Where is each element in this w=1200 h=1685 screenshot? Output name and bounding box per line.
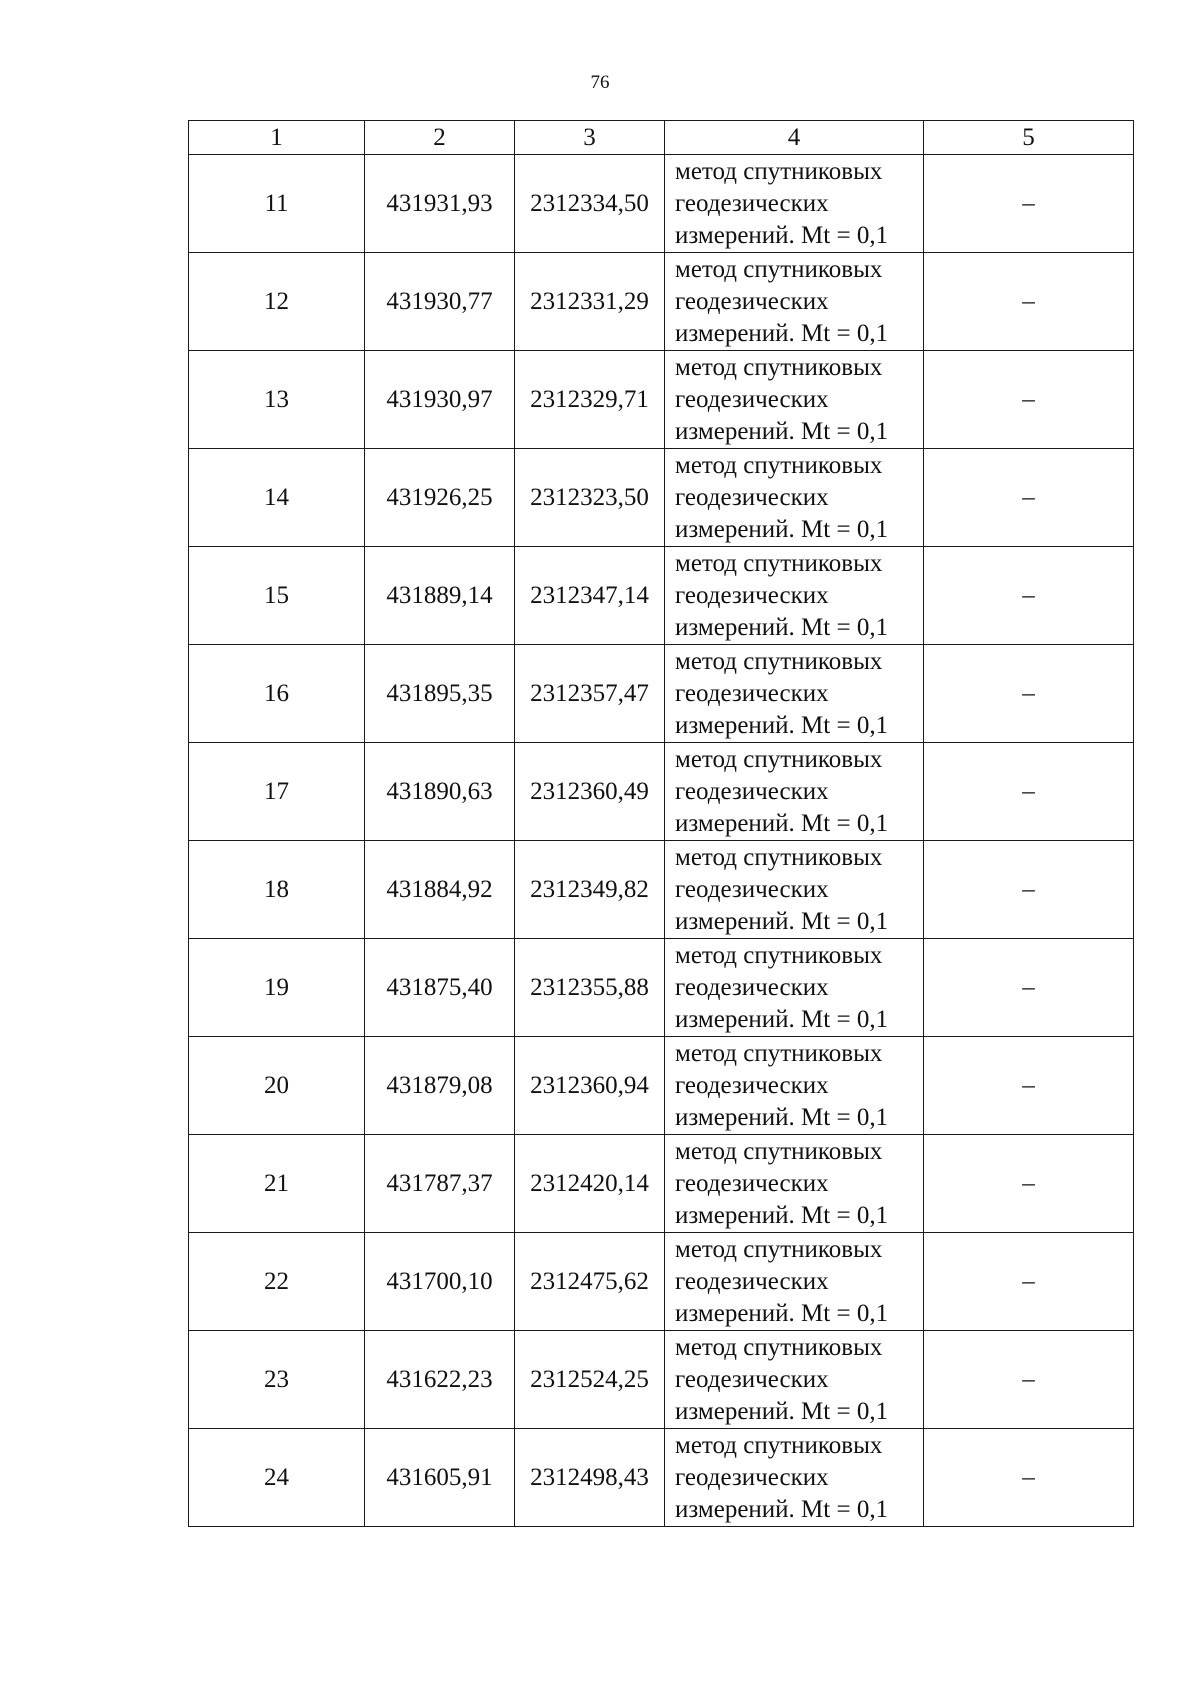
table-row	[189, 841, 1134, 939]
note-cell: –	[924, 1233, 1134, 1331]
method-line-1: метод спутниковых	[675, 1235, 883, 1263]
method-cell	[665, 1429, 924, 1527]
point-number-cell: 16	[189, 645, 365, 743]
header-col-2: 2	[365, 121, 515, 155]
note-cell: –	[924, 253, 1134, 351]
x-coordinate-cell: 431930,77	[365, 253, 515, 351]
method-line-2: геодезических	[675, 1169, 829, 1197]
y-coordinate-cell: 2312357,47	[515, 645, 665, 743]
x-coordinate-cell: 431700,10	[365, 1233, 515, 1331]
note-cell: –	[924, 743, 1134, 841]
method-cell	[665, 547, 924, 645]
x-coordinate-cell: 431930,97	[365, 351, 515, 449]
method-line-2: геодезических	[675, 875, 829, 903]
note-cell: –	[924, 1037, 1134, 1135]
x-coordinate-cell: 431787,37	[365, 1135, 515, 1233]
y-coordinate-cell: 2312323,50	[515, 449, 665, 547]
x-coordinate-cell: 431926,25	[365, 449, 515, 547]
method-line-2: геодезических	[675, 1365, 829, 1393]
note-cell: –	[924, 1135, 1134, 1233]
method-line-3: измерений. Mt = 0,1	[675, 515, 889, 543]
method-line-1: метод спутниковых	[675, 647, 883, 675]
y-coordinate-cell: 2312349,82	[515, 841, 665, 939]
y-coordinate-cell: 2312347,14	[515, 547, 665, 645]
point-number-cell: 22	[189, 1233, 365, 1331]
method-line-2: геодезических	[675, 483, 829, 511]
method-line-1: метод спутниковых	[675, 451, 883, 479]
note-cell: –	[924, 1429, 1134, 1527]
point-number-cell: 21	[189, 1135, 365, 1233]
method-line-1: метод спутниковых	[675, 745, 883, 773]
y-coordinate-cell: 2312498,43	[515, 1429, 665, 1527]
method-line-3: измерений. Mt = 0,1	[675, 1201, 889, 1229]
point-number-cell: 23	[189, 1331, 365, 1429]
table-row	[189, 1233, 1134, 1331]
point-number-cell: 24	[189, 1429, 365, 1527]
method-line-2: геодезических	[675, 1071, 829, 1099]
x-coordinate-cell: 431879,08	[365, 1037, 515, 1135]
method-line-3: измерений. Mt = 0,1	[675, 1299, 889, 1327]
point-number-cell: 18	[189, 841, 365, 939]
x-coordinate-cell: 431890,63	[365, 743, 515, 841]
y-coordinate-cell: 2312334,50	[515, 155, 665, 253]
coordinates-table	[188, 120, 1134, 1527]
point-number-cell: 12	[189, 253, 365, 351]
table-row	[189, 449, 1134, 547]
point-number-cell: 20	[189, 1037, 365, 1135]
point-number-cell: 19	[189, 939, 365, 1037]
method-line-3: измерений. Mt = 0,1	[675, 319, 889, 347]
method-line-2: геодезических	[675, 189, 829, 217]
y-coordinate-cell: 2312329,71	[515, 351, 665, 449]
header-row	[189, 121, 1134, 155]
method-cell	[665, 1037, 924, 1135]
note-cell: –	[924, 1331, 1134, 1429]
method-line-3: измерений. Mt = 0,1	[675, 417, 889, 445]
method-line-1: метод спутниковых	[675, 1431, 883, 1459]
x-coordinate-cell: 431622,23	[365, 1331, 515, 1429]
header-col-1: 1	[189, 121, 365, 155]
method-cell	[665, 351, 924, 449]
table-row	[189, 743, 1134, 841]
note-cell: –	[924, 155, 1134, 253]
x-coordinate-cell: 431884,92	[365, 841, 515, 939]
method-line-3: измерений. Mt = 0,1	[675, 711, 889, 739]
header-col-5: 5	[924, 121, 1134, 155]
table-body	[189, 155, 1134, 1527]
method-line-1: метод спутниковых	[675, 843, 883, 871]
method-cell	[665, 1135, 924, 1233]
point-number-cell: 17	[189, 743, 365, 841]
method-line-2: геодезических	[675, 973, 829, 1001]
method-line-3: измерений. Mt = 0,1	[675, 1495, 889, 1523]
table-row	[189, 645, 1134, 743]
x-coordinate-cell: 431875,40	[365, 939, 515, 1037]
note-cell: –	[924, 547, 1134, 645]
method-line-1: метод спутниковых	[675, 549, 883, 577]
method-line-3: измерений. Mt = 0,1	[675, 809, 889, 837]
method-line-1: метод спутниковых	[675, 941, 883, 969]
method-line-3: измерений. Mt = 0,1	[675, 613, 889, 641]
x-coordinate-cell: 431605,91	[365, 1429, 515, 1527]
x-coordinate-cell: 431889,14	[365, 547, 515, 645]
y-coordinate-cell: 2312420,14	[515, 1135, 665, 1233]
y-coordinate-cell: 2312360,94	[515, 1037, 665, 1135]
method-cell	[665, 155, 924, 253]
method-line-2: геодезических	[675, 679, 829, 707]
method-cell	[665, 939, 924, 1037]
method-line-2: геодезических	[675, 581, 829, 609]
table-row	[189, 547, 1134, 645]
method-cell	[665, 1331, 924, 1429]
header-col-4: 4	[665, 121, 924, 155]
method-line-3: измерений. Mt = 0,1	[675, 1005, 889, 1033]
table-row	[189, 351, 1134, 449]
method-line-2: геодезических	[675, 777, 829, 805]
note-cell: –	[924, 449, 1134, 547]
note-cell: –	[924, 645, 1134, 743]
point-number-cell: 11	[189, 155, 365, 253]
point-number-cell: 13	[189, 351, 365, 449]
method-cell	[665, 449, 924, 547]
method-cell	[665, 645, 924, 743]
page-number: 76	[590, 72, 610, 93]
method-line-1: метод спутниковых	[675, 1333, 883, 1361]
note-cell: –	[924, 841, 1134, 939]
method-line-1: метод спутниковых	[675, 1039, 883, 1067]
method-line-1: метод спутниковых	[675, 1137, 883, 1165]
method-line-2: геодезических	[675, 385, 829, 413]
method-line-2: геодезических	[675, 1267, 829, 1295]
table-row	[189, 1429, 1134, 1527]
method-cell	[665, 253, 924, 351]
y-coordinate-cell: 2312524,25	[515, 1331, 665, 1429]
method-cell	[665, 841, 924, 939]
x-coordinate-cell: 431895,35	[365, 645, 515, 743]
point-number-cell: 14	[189, 449, 365, 547]
x-coordinate-cell: 431931,93	[365, 155, 515, 253]
y-coordinate-cell: 2312355,88	[515, 939, 665, 1037]
method-line-3: измерений. Mt = 0,1	[675, 1397, 889, 1425]
table-row	[189, 253, 1134, 351]
method-cell	[665, 1233, 924, 1331]
y-coordinate-cell: 2312475,62	[515, 1233, 665, 1331]
method-line-2: геодезических	[675, 287, 829, 315]
table-row	[189, 1135, 1134, 1233]
point-number-cell: 15	[189, 547, 365, 645]
table-row	[189, 939, 1134, 1037]
note-cell: –	[924, 351, 1134, 449]
y-coordinate-cell: 2312360,49	[515, 743, 665, 841]
method-line-3: измерений. Mt = 0,1	[675, 907, 889, 935]
method-line-2: геодезических	[675, 1463, 829, 1491]
method-line-1: метод спутниковых	[675, 255, 883, 283]
method-line-3: измерений. Mt = 0,1	[675, 1103, 889, 1131]
table-row	[189, 155, 1134, 253]
header-col-3: 3	[515, 121, 665, 155]
method-line-3: измерений. Mt = 0,1	[675, 221, 889, 249]
method-line-1: метод спутниковых	[675, 157, 883, 185]
method-line-1: метод спутниковых	[675, 353, 883, 381]
table-row	[189, 1331, 1134, 1429]
note-cell: –	[924, 939, 1134, 1037]
y-coordinate-cell: 2312331,29	[515, 253, 665, 351]
method-cell	[665, 743, 924, 841]
table-row	[189, 1037, 1134, 1135]
